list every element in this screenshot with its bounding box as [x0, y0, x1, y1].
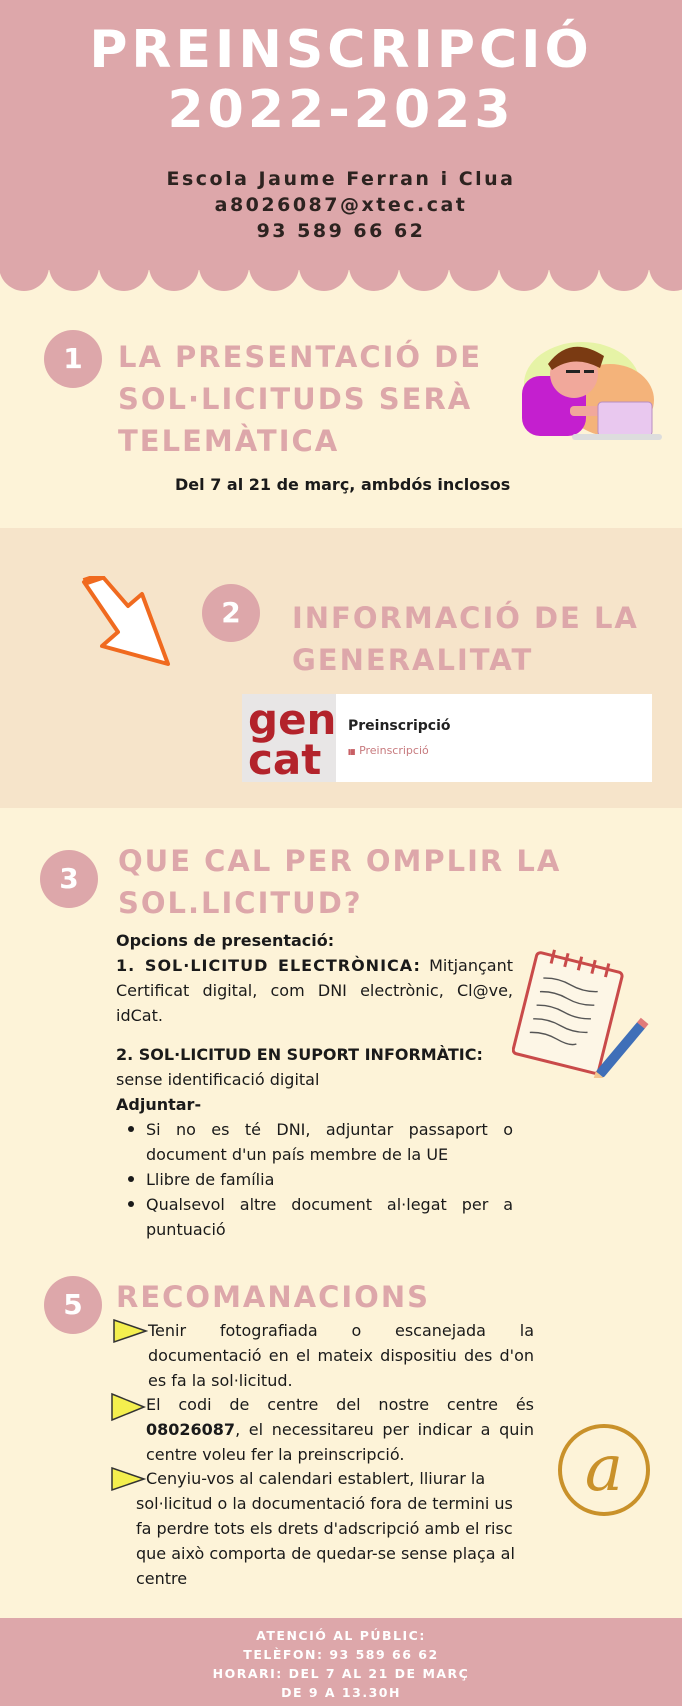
option-electronic [116, 953, 513, 1028]
scallop [249, 264, 299, 291]
section3-heading [118, 840, 561, 924]
scallop [99, 264, 149, 291]
option-electronic-label: 1. SOL·LICITUD ELECTRÒNICA: [116, 956, 421, 975]
option-electronic-text: Mitjançant Certificat digital, com DNI electrònic, Cl@ve, idCat. [116, 956, 514, 1025]
gencat-link-card[interactable] [242, 694, 652, 782]
list-item: Si no es té DNI, adjuntar passaport o document d'un país membre de la UE [116, 1117, 513, 1167]
presentation-options [116, 928, 513, 1242]
at-sign-icon [552, 1420, 658, 1518]
scallop [499, 264, 549, 291]
gencat-card-subtitle-text: Preinscripció [359, 744, 429, 757]
recommendation-1: Tenir fotografiada o escanejada la documentació en el mateix dispositiu des d'on es fa la sol·licitud. [148, 1321, 534, 1390]
school-code: 08026087 [146, 1420, 236, 1439]
public-attention-info [0, 1626, 682, 1702]
submission-dates: Del 7 al 21 de març, ambdós inclosos [175, 475, 511, 494]
section5-heading: RECOMANACIONS [116, 1280, 430, 1314]
footer-phone: TELÈFON: 93 589 66 62 [243, 1647, 439, 1662]
section3-heading-line: SOL.LICITUD? [118, 886, 363, 920]
recommendation-3: Cenyiu-vos al calendari establert, lliurar la sol·licitud o la documentació fora de termini us fa perdre tots els drets d'adscripció amb el risc que això comporta de quedar-se sense plaça al centre [136, 1469, 515, 1588]
list-item: Qualsevol altre document al·legat per a puntuació [116, 1192, 513, 1242]
scallop [649, 264, 682, 291]
scallop [199, 264, 249, 291]
section1-heading-line: SOL·LICITUDS SERÀ [118, 382, 473, 416]
recommendation-2 [146, 1392, 534, 1467]
section1-heading-line: LA PRESENTACIÓ DE [118, 340, 483, 374]
scallop [49, 264, 99, 291]
scallop-border [0, 264, 682, 296]
svg-text:a: a [584, 1432, 624, 1506]
option-informatic-label: 2. SOL·LICITUD EN SUPORT INFORMÀTIC: [116, 1045, 483, 1064]
gencat-card-subtitle [348, 744, 429, 757]
section1-heading-line: TELEMÀTICA [118, 424, 340, 458]
school-phone: 93 589 66 62 [256, 220, 426, 242]
school-email: a8026087@xtec.cat [214, 194, 468, 216]
footer [0, 1618, 682, 1706]
section2-heading-line: GENERALITAT [292, 643, 534, 677]
section1-heading [118, 336, 482, 462]
attach-title: Adjuntar- [116, 1095, 202, 1114]
footer-hours: DE 9 A 13.30H [281, 1685, 401, 1700]
section3-heading-line: QUE CAL PER OMPLIR LA [118, 844, 562, 878]
step-number-2: 2 [202, 584, 260, 642]
step-number-1: 1 [44, 330, 102, 388]
scallop [399, 264, 449, 291]
step-number-5: 5 [44, 1276, 102, 1334]
title-line-2: 2022-2023 [167, 80, 515, 140]
footer-schedule: HORARI: DEL 7 AL 21 DE MARÇ [212, 1666, 470, 1681]
school-name: Escola Jaume Ferran i Clua [166, 168, 516, 190]
header-banner [0, 0, 682, 270]
contact-block [0, 166, 682, 244]
scallop [449, 264, 499, 291]
notebook-pen-illustration [512, 948, 656, 1078]
gencat-logo [242, 694, 336, 782]
page-title [0, 20, 682, 140]
recommendation-2-text: El codi de centre del nostre centre és [146, 1395, 534, 1414]
scallop [349, 264, 399, 291]
title-line-1: PREINSCRIPCIÓ [89, 20, 593, 80]
scallop [299, 264, 349, 291]
scallop [0, 264, 49, 291]
yellow-pointer-icon [112, 1318, 148, 1344]
option-informatic-text: sense identificació digital [116, 1070, 320, 1089]
attach-list [116, 1117, 513, 1242]
scallop [149, 264, 199, 291]
yellow-pointer-icon [110, 1392, 146, 1422]
gencat-logo-text: gen [248, 695, 337, 744]
scallop [599, 264, 649, 291]
list-item: Llibre de família [116, 1167, 513, 1192]
gencat-mini-logo: ▦ [348, 747, 356, 756]
options-title: Opcions de presentació: [116, 931, 335, 950]
footer-line: ATENCIÓ AL PÚBLIC: [256, 1628, 426, 1643]
scallop [549, 264, 599, 291]
section2-heading-line: INFORMACIÓ DE LA [292, 601, 639, 635]
laptop-person-illustration [512, 334, 662, 446]
gencat-card-title: Preinscripció [348, 718, 451, 734]
section2-heading [292, 597, 639, 681]
gencat-logo-text: cat [248, 735, 322, 784]
arrow-cursor-icon [72, 576, 176, 668]
recommendation-2-text-end: , el necessitareu per indicar a quin centre voleu fer la preinscripció. [146, 1420, 534, 1464]
step-number-3: 3 [40, 850, 98, 908]
option-informatic [116, 1042, 513, 1092]
